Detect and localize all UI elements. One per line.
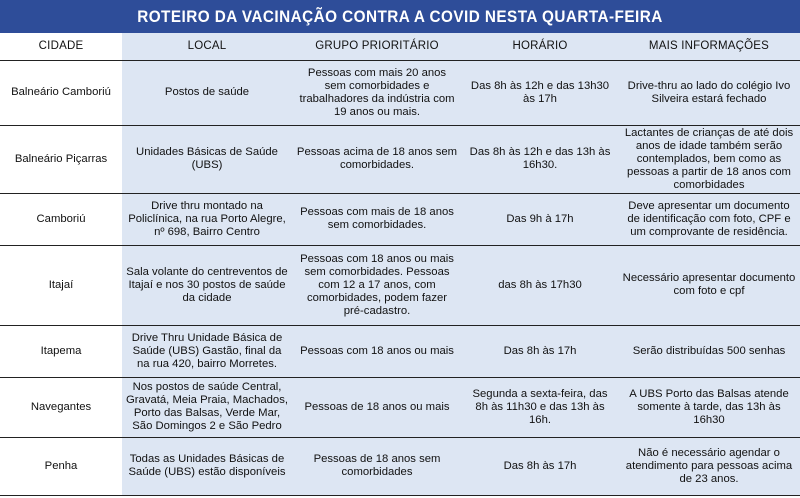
cell-local: Unidades Básicas de Saúde (UBS)	[122, 125, 292, 193]
cell-info: Drive-thru ao lado do colégio Ivo Silveira estará fechado	[618, 60, 800, 125]
cell-cidade: Camboriú	[0, 193, 122, 245]
cell-info: Lactantes de crianças de até dois anos de idade também serão contemplados, bem como as pessoas a partir de 18 anos com comorbidades	[618, 125, 800, 193]
cell-grupo: Pessoas com mais de 18 anos sem comorbidades.	[292, 193, 462, 245]
schedule-table	[0, 33, 800, 496]
cell-grupo: Pessoas com 18 anos ou mais	[292, 325, 462, 377]
cell-cidade: Itajaí	[0, 245, 122, 325]
cell-horario: Segunda a sexta-feira, das 8h às 11h30 e das 13h às 16h.	[462, 377, 618, 437]
cell-cidade: Balneário Camboriú	[0, 60, 122, 125]
cell-grupo: Pessoas com 18 anos ou mais sem comorbidades. Pessoas com 12 a 17 anos, com comorbidades, podem fazer pré-cadastro.	[292, 245, 462, 325]
header-info: MAIS INFORMAÇÕES	[618, 33, 800, 60]
table-row	[0, 60, 800, 125]
header-local: LOCAL	[122, 33, 292, 60]
cell-horario: Das 8h às 17h	[462, 325, 618, 377]
cell-local: Sala volante do centreventos de Itajaí e nos 30 postos de saúde da cidade	[122, 245, 292, 325]
cell-info: Deve apresentar um documento de identificação com foto, CPF e um comprovante de residência.	[618, 193, 800, 245]
cell-grupo: Pessoas acima de 18 anos sem comorbidades.	[292, 125, 462, 193]
cell-cidade: Itapema	[0, 325, 122, 377]
table-row	[0, 193, 800, 245]
cell-grupo: Pessoas de 18 anos ou mais	[292, 377, 462, 437]
cell-horario: das 8h às 17h30	[462, 245, 618, 325]
table-title-text: ROTEIRO DA VACINAÇÃO CONTRA A COVID NESTA QUARTA-FEIRA	[137, 6, 663, 26]
cell-grupo: Pessoas de 18 anos sem comorbidades	[292, 437, 462, 495]
cell-info: Necessário apresentar documento com foto e cpf	[618, 245, 800, 325]
cell-cidade: Navegantes	[0, 377, 122, 437]
cell-horario: Das 8h às 12h e das 13h30 às 17h	[462, 60, 618, 125]
cell-cidade: Balneário Piçarras	[0, 125, 122, 193]
cell-local: Nos postos de saúde Central, Gravatá, Meia Praia, Machados, Porto das Balsas, Verde Mar, São Domingos 2 e São Pedro	[122, 377, 292, 437]
table-title	[0, 0, 800, 33]
header-grupo: GRUPO PRIORITÁRIO	[292, 33, 462, 60]
cell-info: Não é necessário agendar o atendimento para pessoas acima de 23 anos.	[618, 437, 800, 495]
cell-local: Drive Thru Unidade Básica de Saúde (UBS) Gastão, final da na rua 420, bairro Morretes.	[122, 325, 292, 377]
table-row	[0, 125, 800, 193]
header-cidade: CIDADE	[0, 33, 122, 60]
cell-cidade: Penha	[0, 437, 122, 495]
table-row	[0, 437, 800, 495]
cell-horario: Das 8h às 17h	[462, 437, 618, 495]
cell-local: Drive thru montado na Policlínica, na rua Porto Alegre, nº 698, Bairro Centro	[122, 193, 292, 245]
cell-local: Todas as Unidades Básicas de Saúde (UBS) estão disponíveis	[122, 437, 292, 495]
header-row	[0, 33, 800, 60]
table-row	[0, 245, 800, 325]
cell-info: Serão distribuídas 500 senhas	[618, 325, 800, 377]
header-horario: HORÁRIO	[462, 33, 618, 60]
cell-horario: Das 9h à 17h	[462, 193, 618, 245]
cell-grupo: Pessoas com mais 20 anos sem comorbidades e trabalhadores da indústria com 19 anos ou mais.	[292, 60, 462, 125]
cell-local: Postos de saúde	[122, 60, 292, 125]
table-row	[0, 377, 800, 437]
table-row	[0, 325, 800, 377]
cell-horario: Das 8h às 12h e das 13h às 16h30.	[462, 125, 618, 193]
cell-info: A UBS Porto das Balsas atende somente à tarde, das 13h às 16h30	[618, 377, 800, 437]
